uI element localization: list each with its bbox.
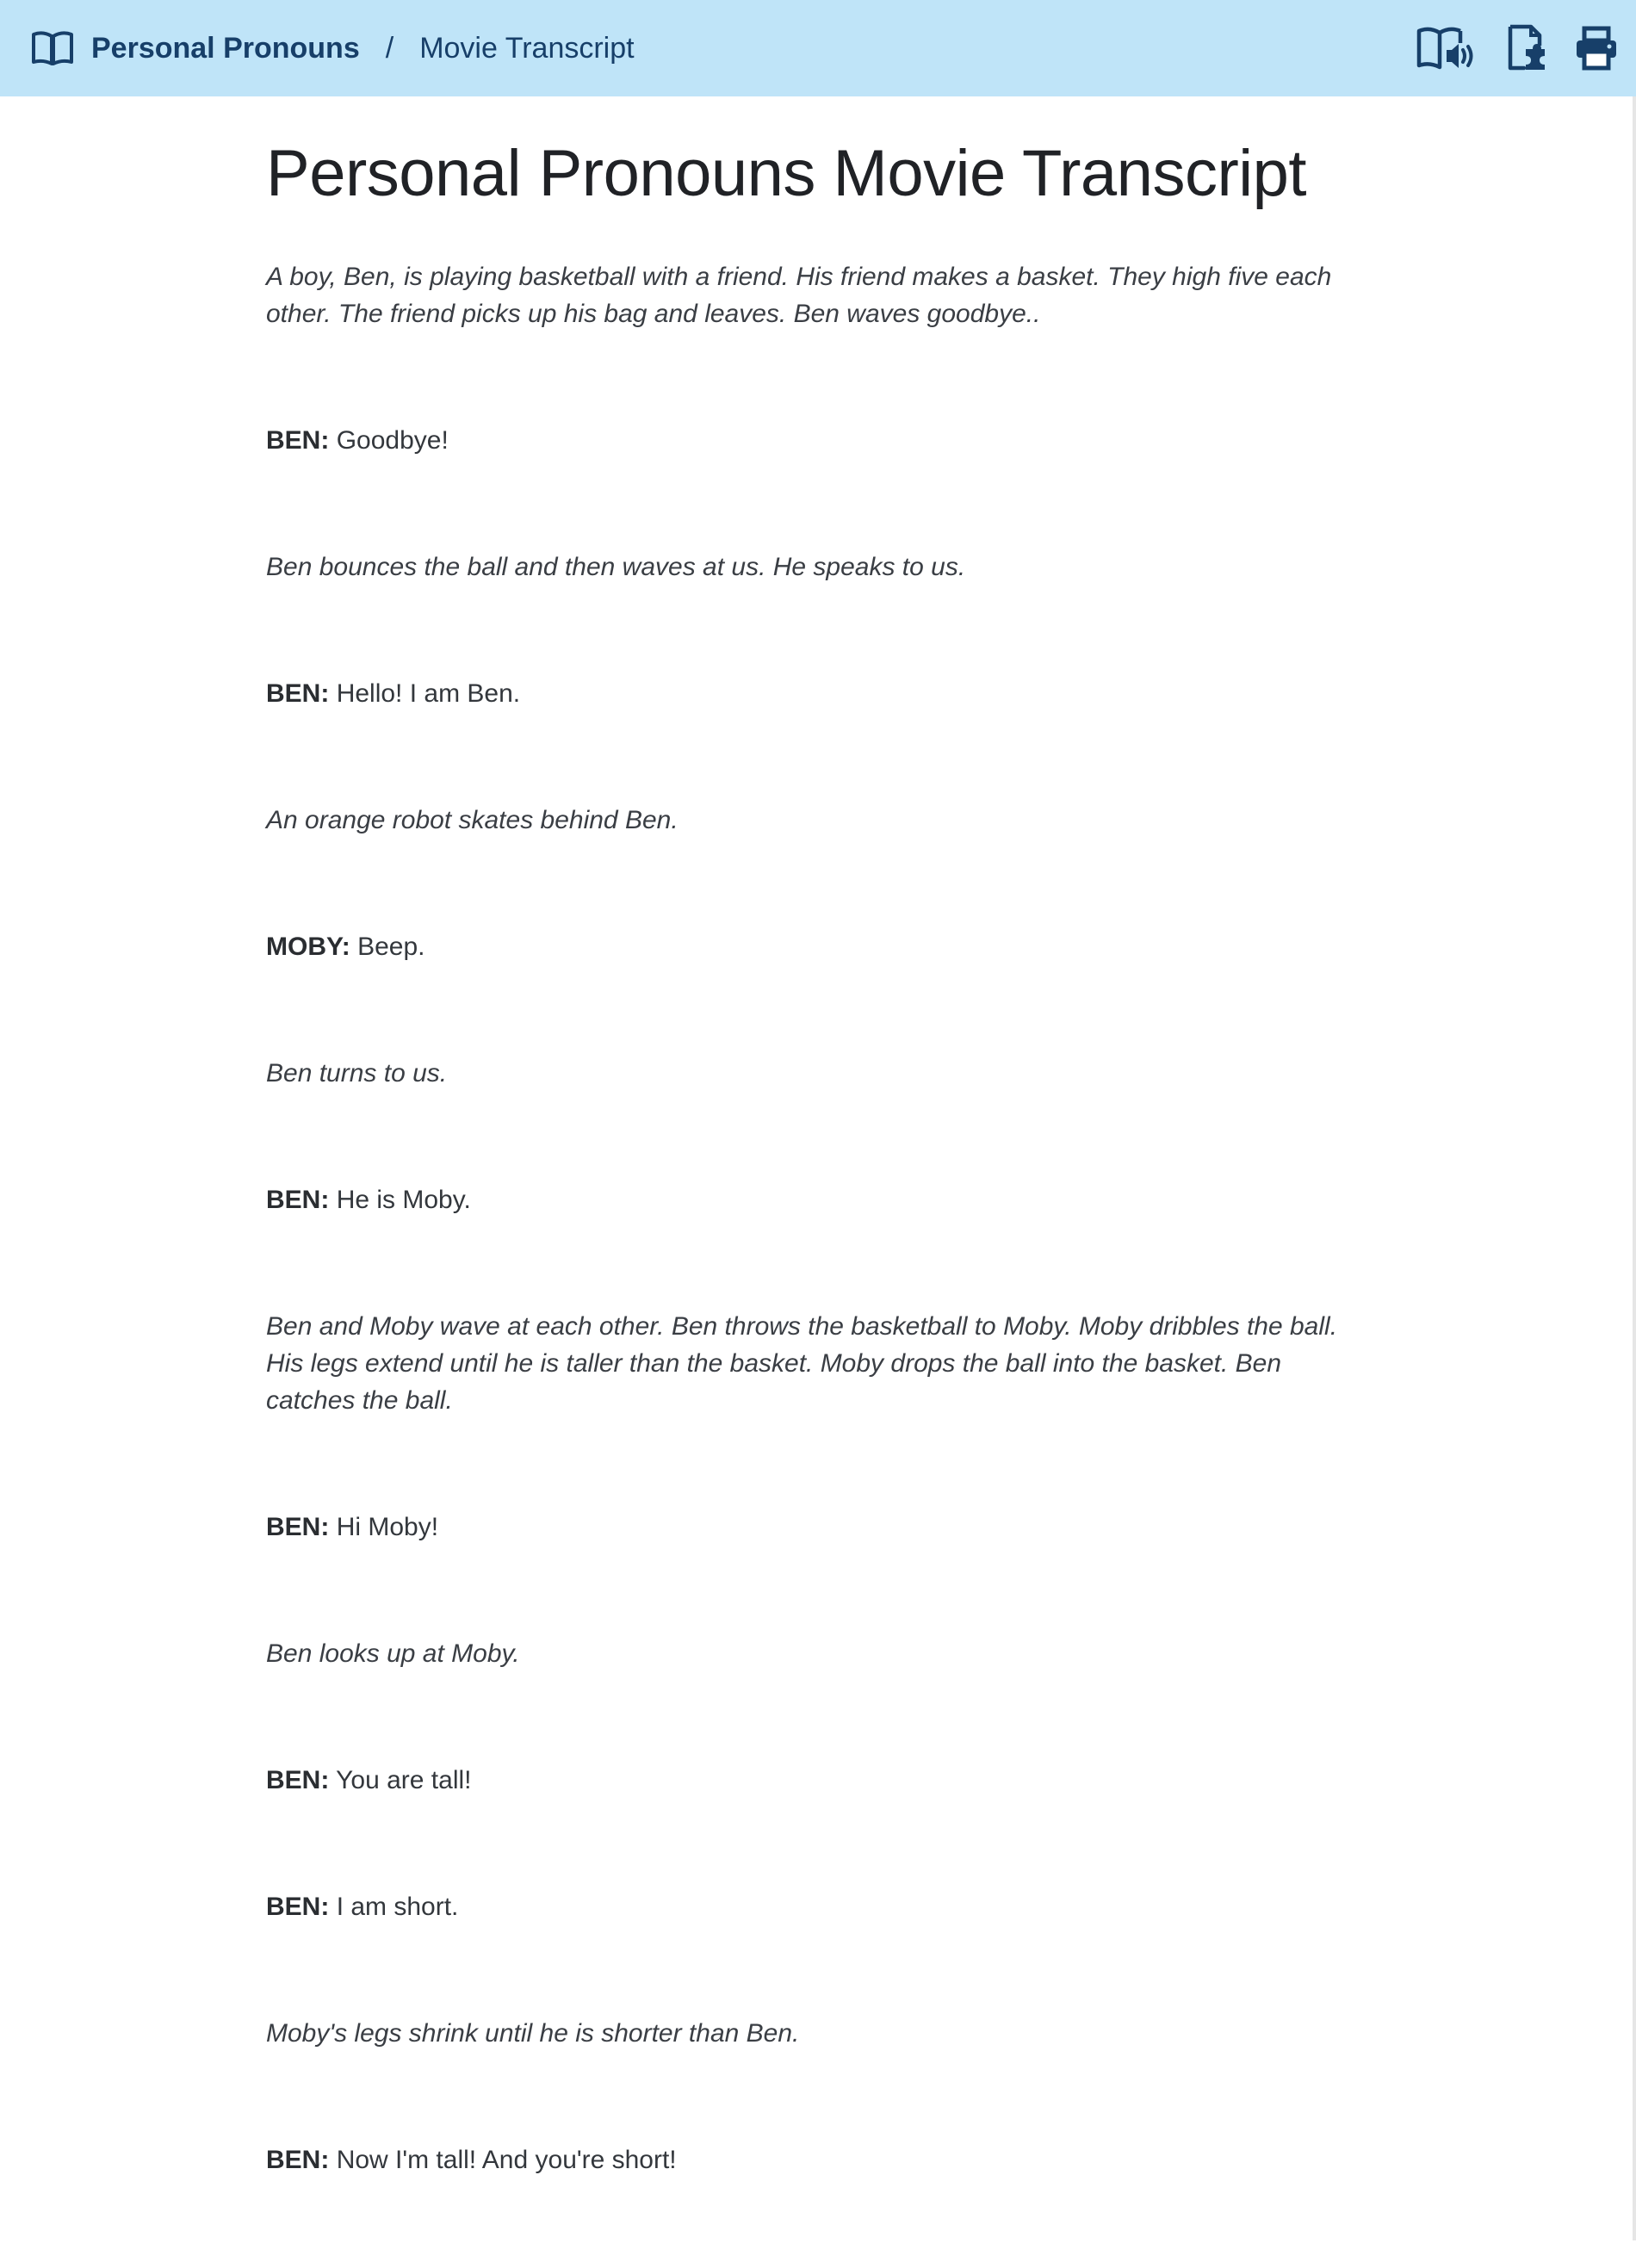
stage-direction: Ben bounces the ball and then waves at us. He speaks to us.	[266, 552, 966, 581]
main-content	[266, 96, 1368, 2268]
scrollbar[interactable]	[1633, 96, 1636, 2240]
open-book-icon[interactable]	[31, 29, 74, 67]
dialogue-line	[266, 1762, 1368, 1799]
speech-text: Now I'm tall! And you're short!	[336, 2145, 677, 2174]
speaker-name: MOBY:	[266, 932, 350, 961]
stage-direction: A boy, Ben, is playing basketball with a friend. His friend makes a basket. They high five each other. The friend picks up his bag and leaves. Ben waves goodbye..	[266, 262, 1332, 328]
breadcrumb-home-link[interactable]: Personal Pronouns	[91, 32, 360, 65]
breadcrumb-separator: /	[385, 32, 394, 65]
speech-text: You are tall!	[336, 1765, 472, 1794]
dialogue-line	[266, 2141, 1368, 2178]
speech-text: Goodbye!	[336, 425, 449, 455]
dialogue-line	[266, 928, 1368, 965]
speech-text: Hello! I am Ben.	[336, 679, 521, 708]
speech-text: I am short.	[336, 1892, 459, 1921]
stage-direction: Ben looks up at Moby.	[266, 1639, 520, 1668]
puzzle-document-icon[interactable]	[1505, 22, 1546, 74]
breadcrumb	[31, 29, 635, 67]
dialogue-line	[266, 1509, 1368, 1546]
speaker-name: BEN:	[266, 679, 330, 708]
printer-icon[interactable]	[1574, 22, 1619, 74]
breadcrumb-current: Movie Transcript	[419, 32, 635, 65]
speaker-name: BEN:	[266, 1512, 330, 1541]
dialogue-line	[266, 1888, 1368, 1925]
stage-direction: An orange robot skates behind Ben.	[266, 805, 679, 834]
page-title: Personal Pronouns Movie Transcript	[266, 137, 1307, 210]
toolbar	[1416, 0, 1636, 96]
dialogue-line	[266, 422, 1368, 459]
speech-text: Hi Moby!	[336, 1512, 439, 1541]
stage-direction: Moby's legs shrink until he is shorter than Ben.	[266, 2018, 800, 2048]
speaker-name: BEN:	[266, 2145, 330, 2174]
speaker-name: BEN:	[266, 1185, 330, 1214]
stage-direction: Ben and Moby wave at each other. Ben throws the basketball to Moby. Moby dribbles the ball. His legs extend until he is taller than the basket. Moby drops the ball into the basket. Ben catches the ball.	[266, 1311, 1338, 1415]
speaker-name: BEN:	[266, 1892, 330, 1921]
dialogue-line	[266, 675, 1368, 712]
stage-direction: Ben turns to us.	[266, 1058, 448, 1088]
speaker-name: BEN:	[266, 1765, 330, 1794]
speaker-name: BEN:	[266, 425, 330, 455]
transcript	[266, 258, 1368, 2178]
speech-text: Beep.	[357, 932, 425, 961]
dialogue-line	[266, 1181, 1368, 1218]
speech-text: He is Moby.	[336, 1185, 471, 1214]
top-bar	[0, 0, 1636, 96]
read-aloud-icon[interactable]	[1416, 22, 1478, 74]
